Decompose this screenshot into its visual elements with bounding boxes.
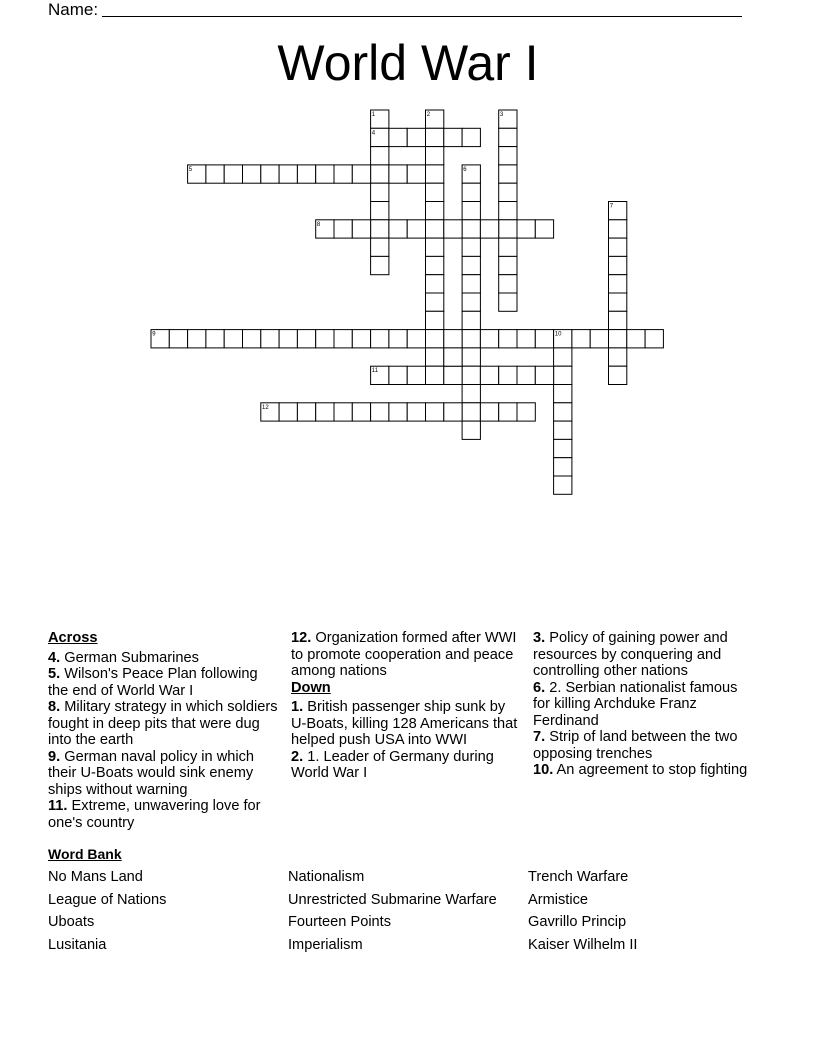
grid-cell[interactable] [279,330,297,348]
grid-cell[interactable] [462,165,480,183]
grid-cell[interactable] [426,183,444,201]
grid-cell[interactable] [499,183,517,201]
grid-cell[interactable] [407,165,425,183]
clue-text: Strip of land between the two opposing trenches [533,729,738,762]
cell-number: 8 [316,221,321,228]
grid-cell[interactable] [462,238,480,256]
grid-cell[interactable] [352,220,370,238]
grid-cell[interactable] [243,330,261,348]
grid-cell[interactable] [371,330,389,348]
cell-number: 2 [426,112,431,118]
grid-cell[interactable] [462,183,480,201]
grid-cell[interactable] [535,366,553,384]
grid-cell[interactable] [554,385,572,403]
grid-cell[interactable] [224,330,242,348]
grid-cell[interactable] [609,348,627,366]
grid-cell[interactable] [426,348,444,366]
grid-cell[interactable] [188,165,206,183]
clue-down-3 [533,630,748,680]
grid-cell[interactable] [371,202,389,220]
grid-cell[interactable] [517,330,535,348]
clue-number: 12. [291,630,312,646]
clue-number: 7. [533,729,546,745]
grid-cell[interactable] [499,110,517,128]
word-bank-item: Uboats [48,914,95,931]
grid-cell[interactable] [462,366,480,384]
grid-cell[interactable] [554,403,572,421]
word-bank-item: No Mans Land [48,869,143,885]
grid-cell[interactable] [352,165,370,183]
grid-cell[interactable] [297,403,315,421]
grid-cell[interactable] [389,403,407,421]
black-cell [444,348,462,366]
grid-cell[interactable] [224,165,242,183]
grid-cell[interactable] [297,330,315,348]
clue-down-2 [291,749,523,782]
grid-cell[interactable] [462,293,480,311]
grid-cell[interactable] [462,330,480,348]
grid-cell[interactable] [609,311,627,329]
grid-cell[interactable] [480,330,498,348]
grid-cell[interactable] [407,330,425,348]
grid-cell[interactable] [517,403,535,421]
cell-number: 3 [499,112,504,118]
clue-across-5 [48,666,280,699]
grid-cell[interactable] [426,330,444,348]
grid-cell[interactable] [426,311,444,329]
grid-cell[interactable] [297,165,315,183]
clue-number: 5. [48,666,61,682]
grid-cell[interactable] [206,165,224,183]
grid-cell[interactable] [151,330,169,348]
grid-cell[interactable] [499,330,517,348]
grid-cell[interactable] [426,220,444,238]
grid-cell[interactable] [389,330,407,348]
grid-cell[interactable] [407,403,425,421]
grid-cell[interactable] [480,366,498,384]
grid-cell[interactable] [389,165,407,183]
grid-cell[interactable] [572,330,590,348]
grid-cell[interactable] [609,366,627,384]
word-bank-item: Nationalism [288,869,365,885]
grid-cell[interactable] [352,403,370,421]
grid-cell[interactable] [371,256,389,274]
grid-cell[interactable] [444,128,462,146]
grid-cell[interactable] [389,220,407,238]
grid-cell[interactable] [426,165,444,183]
grid-cell[interactable] [499,256,517,274]
page-title: World War I [277,35,539,91]
clue-number: 2. [291,748,304,765]
grid-cell[interactable] [609,202,627,220]
clue-column-2 [291,630,523,782]
clue-text: British passenger ship sunk by U-Boats, killing 128 Americans that helped push USA into WWI [291,699,518,748]
clue-down-7 [533,729,748,762]
word-bank-item: Gavrillo Princip [528,914,627,931]
grid-cell[interactable] [462,275,480,293]
grid-cell[interactable] [316,403,334,421]
grid-cell[interactable] [517,220,535,238]
grid-cell[interactable] [389,128,407,146]
down-heading: Down [291,679,331,696]
grid-cell[interactable] [334,403,352,421]
grid-cell[interactable] [371,238,389,256]
grid-cell[interactable] [426,147,444,165]
grid-cell[interactable] [499,366,517,384]
grid-cell[interactable] [480,403,498,421]
grid-cell[interactable] [535,330,553,348]
grid-cell[interactable] [316,220,334,238]
clue-text: Military strategy in which soldiers fought in deep pits that were dug into the earth [48,699,278,748]
word-bank-item: Kaiser Wilhelm II [528,937,638,954]
grid-cell[interactable] [169,330,187,348]
clue-text: Wilson's Peace Plan following the end of World War I [48,666,258,699]
word-bank-item: Imperialism [288,937,363,954]
cell-number: 7 [609,203,614,210]
grid-cell[interactable] [426,403,444,421]
grid-cell[interactable] [609,275,627,293]
clue-text: Organization formed after WWI to promote cooperation and peace among nations [291,630,517,679]
grid-cell[interactable] [426,238,444,256]
grid-cell[interactable] [426,128,444,146]
grid-cell[interactable] [352,330,370,348]
grid-cell[interactable] [609,256,627,274]
clue-across-4 [48,650,280,667]
grid-cell[interactable] [407,128,425,146]
across-heading: Across [48,630,98,646]
clue-text: Policy of gaining power and resources by conquering and controlling other nations [533,630,728,679]
grid-cell[interactable] [188,330,206,348]
clue-number: 10. [533,762,554,778]
grid-cell[interactable] [554,476,572,494]
name-label: Name: [48,0,99,19]
grid-cell[interactable] [517,366,535,384]
grid-cell[interactable] [407,220,425,238]
grid-cell[interactable] [554,421,572,439]
grid-cell[interactable] [371,165,389,183]
grid-cell[interactable] [499,275,517,293]
grid-cell[interactable] [334,220,352,238]
grid-cell[interactable] [627,330,645,348]
word-bank-item: Unrestricted Submarine Warfare [288,891,497,908]
clue-across-11 [48,798,280,831]
clue-text: 2. Serbian nationalist famous for killing Archduke Franz Ferdinand [533,679,738,729]
grid-cell[interactable] [499,128,517,146]
grid-cell[interactable] [609,293,627,311]
grid-cell[interactable] [261,165,279,183]
word-bank-item: Fourteen Points [288,914,392,931]
grid-cell[interactable] [462,403,480,421]
grid-cell[interactable] [499,403,517,421]
clue-number: 1. [291,699,304,715]
grid-cell[interactable] [609,238,627,256]
grid-cell[interactable] [426,256,444,274]
word-bank-item: League of Nations [48,891,167,908]
grid-cell[interactable] [334,330,352,348]
grid-cell[interactable] [462,385,480,403]
grid-cell[interactable] [462,311,480,329]
clue-number: 3. [533,630,546,646]
grid-cell[interactable] [243,165,261,183]
clue-number: 6. [533,679,546,696]
cell-number: 11 [371,368,379,375]
grid-cell[interactable] [426,275,444,293]
grid-cell[interactable] [371,128,389,146]
clue-column-3 [533,630,748,779]
clue-down-6 [533,680,748,730]
grid-cell[interactable] [334,165,352,183]
grid-cell[interactable] [426,366,444,384]
grid-cell[interactable] [426,110,444,128]
grid-cell[interactable] [371,183,389,201]
grid-cell[interactable] [609,220,627,238]
crossword-grid [0,0,816,520]
word-bank-heading: Word Bank [48,846,122,862]
grid-cell[interactable] [426,202,444,220]
grid-cell[interactable] [554,330,572,348]
grid-cell[interactable] [407,366,425,384]
grid-cell[interactable] [389,366,407,384]
cell-number: 5 [188,166,193,173]
word-bank-item: Armistice [528,891,588,908]
grid-cell[interactable] [279,165,297,183]
grid-cell[interactable] [462,128,480,146]
grid-cell[interactable] [462,256,480,274]
cell-number: 6 [463,166,467,173]
grid-cell[interactable] [554,348,572,366]
grid-cell[interactable] [206,330,224,348]
grid-cell[interactable] [261,330,279,348]
clue-number: 11. [48,798,68,814]
grid-cell[interactable] [535,220,553,238]
clue-text: An agreement to stop fighting [553,762,748,778]
grid-cell[interactable] [444,366,462,384]
grid-cell[interactable] [462,220,480,238]
grid-cell[interactable] [499,293,517,311]
clue-number: 4. [48,649,61,666]
clue-text: German naval policy in which their U-Boats would sink enemy ships without warning [48,748,255,798]
grid-cell[interactable] [279,403,297,421]
clue-down-10 [533,762,748,779]
grid-cell[interactable] [499,165,517,183]
grid-cell[interactable] [261,403,279,421]
grid-cell[interactable] [316,330,334,348]
grid-cell[interactable] [462,202,480,220]
cell-number: 4 [371,130,376,137]
cell-number: 1 [371,112,376,118]
clue-number: 9. [48,748,61,765]
grid-cell[interactable] [426,293,444,311]
grid-cell[interactable] [462,421,480,439]
grid-cell[interactable] [371,366,389,384]
clue-across-12 [291,630,523,680]
clue-across-8 [48,699,280,749]
grid-cell[interactable] [499,238,517,256]
clue-number: 8. [48,699,61,715]
cell-number: 9 [152,331,156,338]
grid-cell[interactable] [371,403,389,421]
grid-cell[interactable] [462,348,480,366]
word-bank-item: Trench Warfare [528,869,629,885]
clue-across-9 [48,749,280,799]
grid-cell[interactable] [371,220,389,238]
cell-number: 10 [554,331,562,338]
grid-cell[interactable] [499,220,517,238]
grid-cell[interactable] [444,220,462,238]
grid-cell[interactable] [554,439,572,457]
grid-cell[interactable] [444,403,462,421]
clue-text: 1. Leader of Germany during World War I [291,748,494,781]
grid-cell[interactable] [480,220,498,238]
cell-number: 12 [262,404,269,411]
clue-column-1 [48,630,280,831]
grid-cell[interactable] [316,165,334,183]
grid-cell[interactable] [554,366,572,384]
clue-down-1 [291,699,523,749]
grid-cell[interactable] [499,202,517,220]
grid-cell[interactable] [371,147,389,165]
grid-cell[interactable] [554,458,572,476]
grid-cell[interactable] [499,147,517,165]
grid-cell[interactable] [645,330,663,348]
clue-text: Extreme, unwavering love for one's country [48,798,261,831]
grid-cell[interactable] [590,330,608,348]
grid-cell[interactable] [371,110,389,128]
grid-cell[interactable] [609,330,627,348]
word-bank-item: Lusitania [48,937,107,954]
clue-text: German Submarines [60,649,199,666]
grid-cell[interactable] [444,330,462,348]
word-bank [48,866,768,957]
